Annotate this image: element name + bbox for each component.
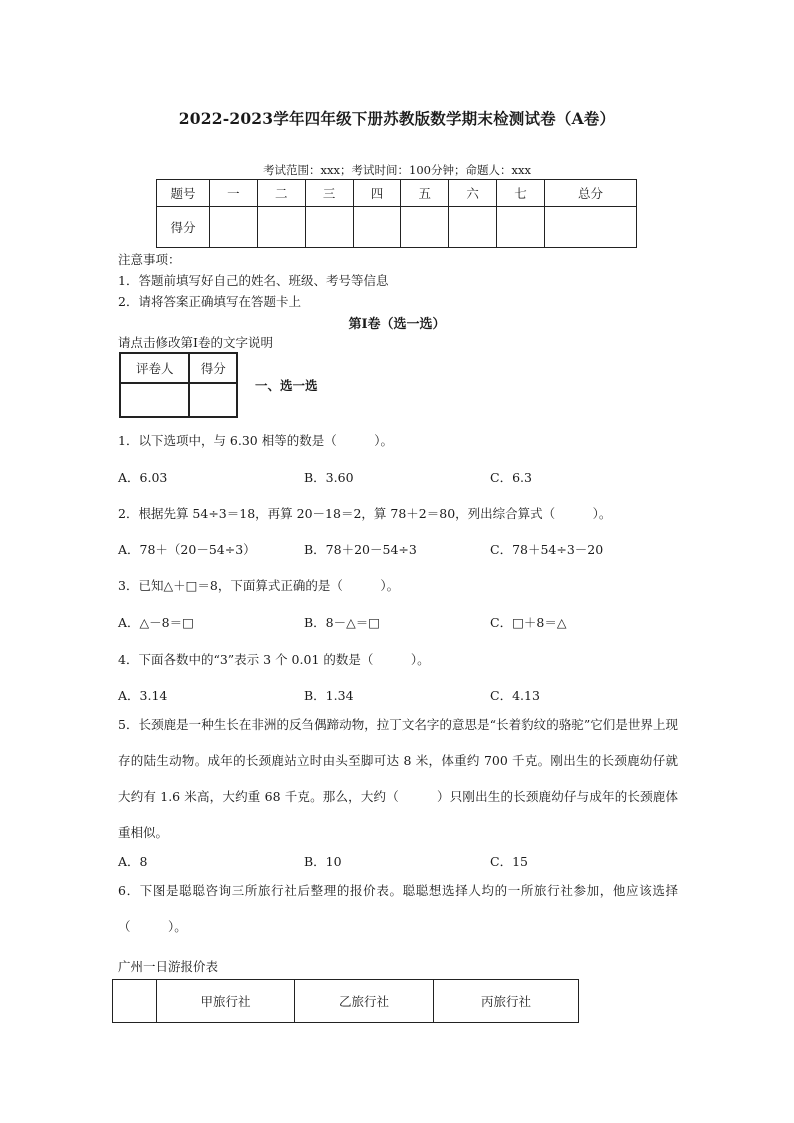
- score-header-cell: 一: [210, 180, 258, 207]
- score-cell[interactable]: [353, 207, 401, 248]
- price-table: [112, 979, 579, 1023]
- exam-title: 2022-2023学年四年级下册苏教版数学期末检测试卷（A卷）: [178, 109, 616, 128]
- score-header-cell: 三: [305, 180, 353, 207]
- score-cell[interactable]: [544, 207, 636, 248]
- score-header-cell: 二: [257, 180, 305, 207]
- note-item: 2．请将答案正确填写在答题卡上: [118, 294, 301, 309]
- q1-option-a: A．6.03: [118, 470, 168, 485]
- score-table-header-row: [157, 180, 637, 207]
- score-cell[interactable]: [401, 207, 449, 248]
- score-cell[interactable]: [210, 207, 258, 248]
- score-header-cell: 题号: [157, 180, 210, 207]
- q4-option-b: B．1.34: [304, 688, 354, 703]
- price-header-agency-a: 甲旅行社: [157, 980, 295, 1023]
- score-cell[interactable]: [449, 207, 497, 248]
- price-header-agency-b: 乙旅行社: [295, 980, 434, 1023]
- note-item: 1．答题前填写好自己的姓名、班级、考号等信息: [118, 273, 389, 288]
- q3-option-b: B．8－△＝□: [304, 615, 381, 630]
- q3-option-a: A．△－8＝□: [118, 615, 194, 630]
- score-header-cell: 六: [449, 180, 497, 207]
- exam-info: 考试范围：xxx；考试时间：100分钟；命题人：xxx: [263, 163, 531, 177]
- volume-description: 请点击修改第I卷的文字说明: [118, 335, 273, 350]
- section-title: 一、选一选: [255, 378, 318, 393]
- notes-heading: 注意事项：: [118, 252, 181, 267]
- grader-input-row: [120, 383, 237, 417]
- score-table-score-row: [157, 207, 637, 248]
- q1-option-c: C．6.3: [490, 470, 532, 485]
- score-cell[interactable]: [257, 207, 305, 248]
- grader-cell[interactable]: [120, 383, 189, 417]
- q5-option-b: B．10: [304, 854, 342, 869]
- score-table: [156, 179, 637, 248]
- score-header-cell: 五: [401, 180, 449, 207]
- q2-option-c: C．78＋54÷3－20: [490, 542, 604, 557]
- q3-option-c: C．□＋8＝△: [490, 615, 567, 630]
- question-1: 1．以下选项中，与 6.30 相等的数是（ ）。: [118, 433, 393, 448]
- volume-title: 第I卷（选一选）: [348, 317, 446, 332]
- grader-label: 评卷人: [120, 353, 189, 383]
- q4-option-c: C．4.13: [490, 688, 540, 703]
- price-header-blank: [113, 980, 157, 1023]
- price-table-header-row: [113, 980, 579, 1023]
- question-4: 4．下面各数中的“3”表示 3 个 0.01 的数是（ ）。: [118, 652, 430, 667]
- q4-option-a: A．3.14: [118, 688, 168, 703]
- price-header-agency-c: 丙旅行社: [434, 980, 579, 1023]
- score-header-cell: 总分: [544, 180, 636, 207]
- score-header-cell: 七: [497, 180, 545, 207]
- question-3: 3．已知△＋□＝8，下面算式正确的是（ ）。: [118, 578, 400, 593]
- grader-header-row: [120, 353, 237, 383]
- grader-table: [119, 352, 238, 418]
- q2-option-b: B．78＋20－54÷3: [304, 542, 417, 557]
- grader-score-cell[interactable]: [189, 383, 237, 417]
- q5-option-c: C．15: [490, 854, 528, 869]
- q2-option-a: A．78＋（20－54÷3）: [118, 542, 256, 557]
- price-table-caption: 广州一日游报价表: [118, 959, 219, 974]
- question-5: 5．长颈鹿是一种生长在非洲的反刍偶蹄动物，拉丁文名字的意思是“长着豹纹的骆驼”它们是世界上现存的陆生动物。成年的长颈鹿站立时由头至脚可达 8 米，体重约 700 千克。刚出生的长颈鹿幼仔就大约有 1.6 米高，大约重 68 千克。那么，大约（ ）只刚出生的长颈鹿幼仔与成年的长颈鹿体重相似。: [118, 717, 678, 840]
- score-row-label: 得分: [157, 207, 210, 248]
- q5-option-a: A．8: [118, 854, 148, 869]
- score-header-cell: 四: [353, 180, 401, 207]
- question-6: 6．下图是聪聪咨询三所旅行社后整理的报价表。聪聪想选择人均的一所旅行社参加，他应该选择（ ）。: [118, 883, 678, 934]
- score-label: 得分: [189, 353, 237, 383]
- question-2: 2．根据先算 54÷3＝18，再算 20－18＝2，算 78＋2＝80，列出综合算式（ ）。: [118, 506, 612, 521]
- score-cell[interactable]: [497, 207, 545, 248]
- score-cell[interactable]: [305, 207, 353, 248]
- q1-option-b: B．3.60: [304, 470, 354, 485]
